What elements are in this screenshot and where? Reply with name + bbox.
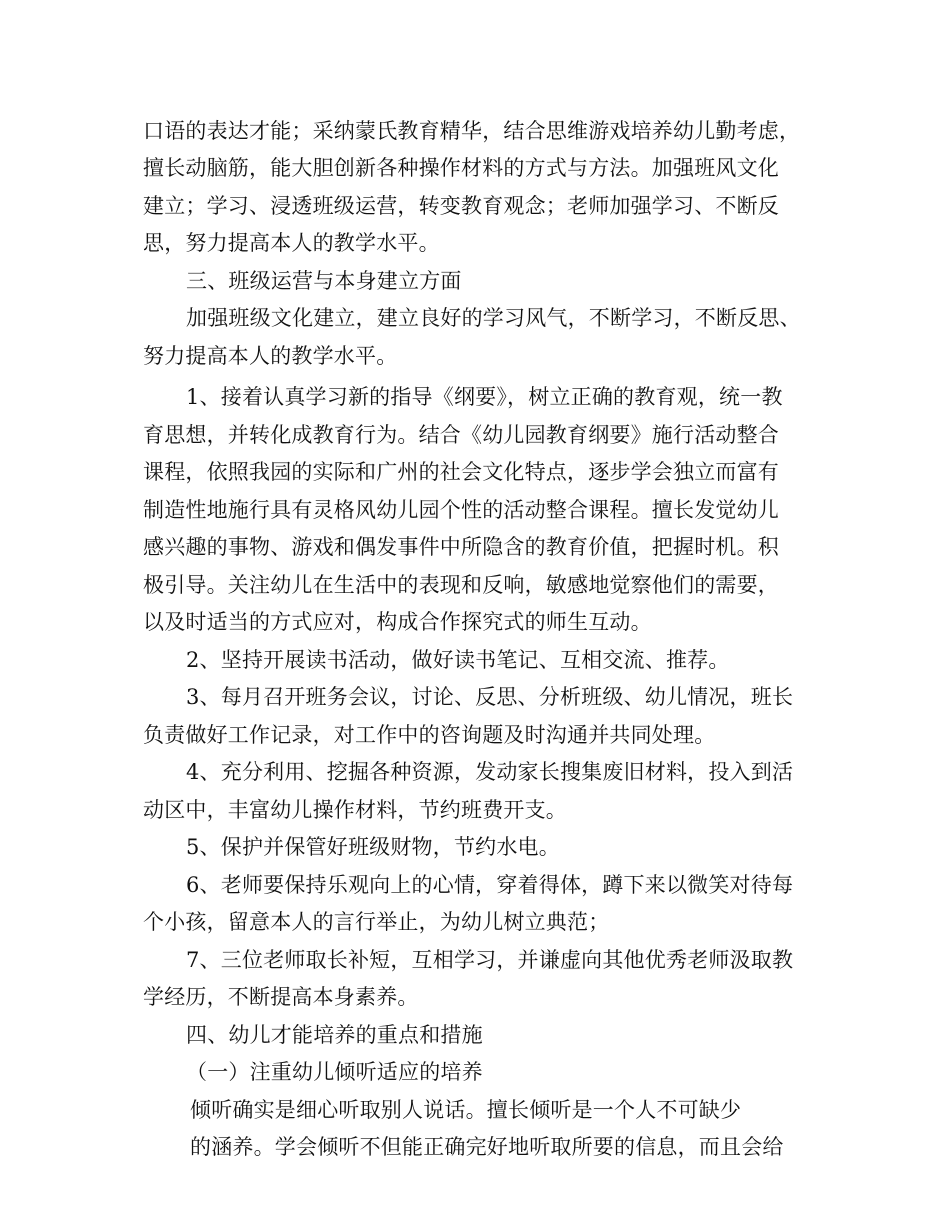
text-line: 感兴趣的事物、游戏和偶发事件中所隐含的教育价值，把握时机。积 (143, 535, 779, 559)
text-line: 动区中，丰富幼儿操作材料，节约班费开支。 (143, 798, 567, 822)
text-line: 加强班级文化建立，建立良好的学习风气，不断学习，不断反思、 (186, 306, 801, 330)
text-line: 制造性地施行具有灵格风幼儿园个性的活动整合课程。擅长发觉幼儿 (143, 498, 779, 522)
list-item-start: 1、接着认真学习新的指导《纲要》，树立正确的教育观，统一教 (186, 385, 783, 409)
text-line: 负责做好工作记录，对工作中的咨询题及时沟通并共同处理。 (143, 723, 716, 747)
text-line: 育思想，并转化成教育行为。结合《幼儿园教育纲要》施行活动整合 (143, 423, 779, 447)
text-line: 建立；学习、浸透班级运营，转变教育观念；老师加强学习、不断反 (143, 194, 779, 218)
text-line: 口语的表达才能；采纳蒙氏教育精华，结合思维游戏培养幼儿勤考虑， (143, 119, 801, 143)
text-line: 思，努力提高本人的教学水平。 (143, 231, 440, 255)
text-line: 极引导。关注幼儿在生活中的表现和反响，敏感地觉察他们的需要， (143, 573, 779, 597)
text-line: 个小孩，留意本人的言行举止，为幼儿树立典范； (143, 910, 610, 934)
section-heading: 四、幼儿才能培养的重点和措施 (186, 1023, 483, 1047)
text-line: 努力提高本人的教学水平。 (143, 344, 398, 368)
subsection-heading: （一）注重幼儿倾听适应的培养 (186, 1060, 483, 1084)
list-item-start: 5、保护并保管好班级财物，节约水电。 (186, 835, 560, 859)
text-line: 倾听确实是细心听取别人说话。擅长倾听是一个人不可缺少 (190, 1098, 742, 1122)
list-item-start: 6、老师要保持乐观向上的心情，穿着得体，蹲下来以微笑对待每 (186, 873, 794, 897)
text-line: 擅长动脑筋，能大胆创新各种操作材料的方式与方法。加强班风文化 (143, 156, 779, 180)
list-item-start: 3、每月召开班务会议，讨论、反思、分析班级、幼儿情况，班长 (186, 685, 794, 709)
section-heading: 三、班级运营与本身建立方面 (186, 269, 462, 293)
list-item-start: 7、三位老师取长补短，互相学习，并谦虚向其他优秀老师汲取教 (186, 948, 794, 972)
text-line: 以及时适当的方式应对，构成合作探究式的师生互动。 (143, 610, 652, 634)
list-item-start: 4、充分利用、挖掘各种资源，发动家长搜集废旧材料，投入到活 (186, 760, 794, 784)
text-line: 课程，依照我园的实际和广州的社会文化特点，逐步学会独立而富有 (143, 460, 779, 484)
text-line: 学经历，不断提高本身素养。 (143, 985, 419, 1009)
list-item-start: 2、坚持开展读书活动，做好读书笔记、互相交流、推荐。 (186, 648, 730, 672)
text-line: 的涵养。学会倾听不但能正确完好地听取所要的信息，而且会给 (190, 1135, 784, 1159)
